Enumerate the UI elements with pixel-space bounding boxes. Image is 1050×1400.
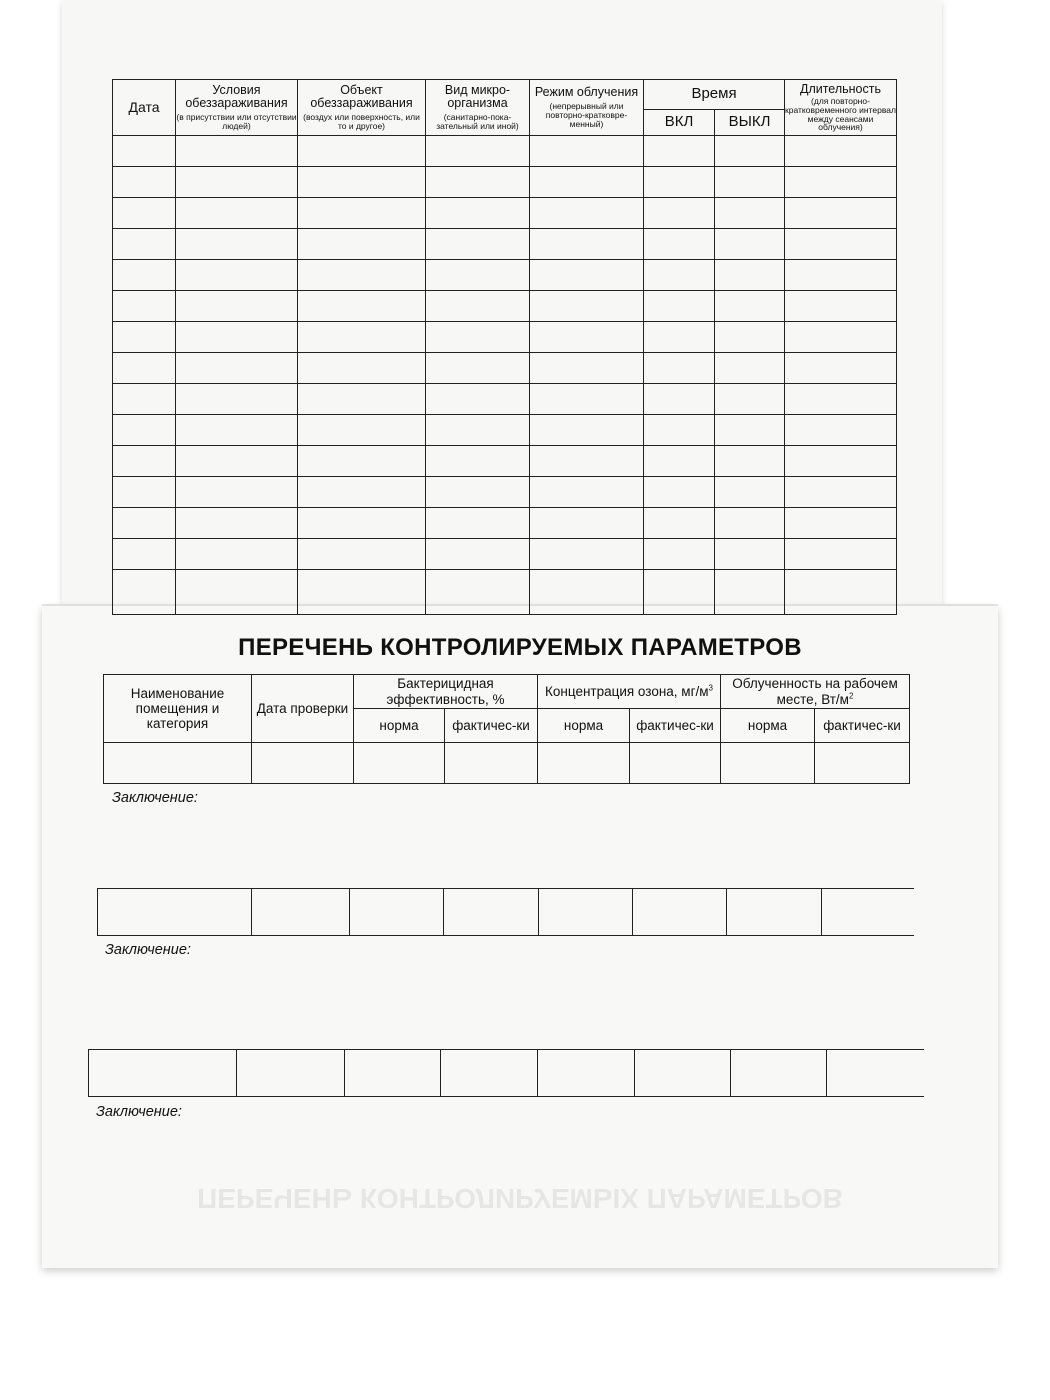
- cell[interactable]: [252, 743, 354, 784]
- header-bactericidal: Бактерицидная эффективность, %: [354, 675, 538, 709]
- cell[interactable]: [176, 508, 298, 539]
- header-ozone: Концентрация озона, $мг/м^3$: [538, 675, 721, 709]
- cell[interactable]: [634, 1050, 635, 1096]
- cell[interactable]: [426, 167, 530, 198]
- cell[interactable]: [426, 446, 530, 477]
- cell[interactable]: [785, 136, 897, 167]
- cell[interactable]: [176, 167, 298, 198]
- cell[interactable]: [176, 539, 298, 570]
- cell[interactable]: [426, 291, 530, 322]
- cell[interactable]: [785, 508, 897, 539]
- cell[interactable]: [298, 384, 426, 415]
- header-object: Объект обеззараживания (воздух или поверхность, или то и другое): [298, 80, 426, 136]
- table-row: [113, 167, 897, 198]
- header-date: Дата: [113, 80, 176, 136]
- cell[interactable]: [538, 889, 539, 935]
- table-row: [113, 198, 897, 229]
- cell[interactable]: [630, 743, 721, 784]
- cell[interactable]: [785, 229, 897, 260]
- cell[interactable]: [176, 198, 298, 229]
- cell[interactable]: [815, 743, 910, 784]
- cell[interactable]: [785, 353, 897, 384]
- cell[interactable]: [715, 291, 785, 322]
- cell[interactable]: [530, 229, 644, 260]
- cell[interactable]: [298, 322, 426, 353]
- cell[interactable]: [530, 539, 644, 570]
- cell[interactable]: [715, 353, 785, 384]
- table-row: [113, 291, 897, 322]
- table-row: [113, 446, 897, 477]
- cell[interactable]: [715, 477, 785, 508]
- cell[interactable]: [298, 260, 426, 291]
- header-actual: фактичес-ки: [445, 709, 538, 743]
- cell[interactable]: [113, 136, 176, 167]
- cell[interactable]: [176, 446, 298, 477]
- cell[interactable]: [715, 136, 785, 167]
- cell[interactable]: [715, 167, 785, 198]
- cell[interactable]: [298, 229, 426, 260]
- cell[interactable]: [715, 322, 785, 353]
- cell[interactable]: [821, 889, 822, 935]
- header-mode: Режим облучения (непрерывный или повторно-кратковре-менный): [530, 80, 644, 136]
- cell[interactable]: [730, 1050, 731, 1096]
- cell[interactable]: [113, 384, 176, 415]
- cell[interactable]: [176, 570, 298, 615]
- cell[interactable]: [715, 570, 785, 615]
- cell[interactable]: [785, 260, 897, 291]
- cell[interactable]: [785, 539, 897, 570]
- cell[interactable]: [176, 260, 298, 291]
- table-row: [113, 136, 897, 167]
- disinfection-journal-table: [112, 79, 897, 615]
- cell[interactable]: [715, 446, 785, 477]
- cell[interactable]: [113, 477, 176, 508]
- cell[interactable]: [440, 1050, 441, 1096]
- cell[interactable]: [530, 446, 644, 477]
- header-room: Наименование помещения и категория: [104, 675, 252, 743]
- cell[interactable]: [298, 539, 426, 570]
- header-actual: фактичес-ки: [815, 709, 910, 743]
- cell[interactable]: [298, 167, 426, 198]
- cell[interactable]: [715, 508, 785, 539]
- cell[interactable]: [354, 743, 445, 784]
- cell[interactable]: [530, 291, 644, 322]
- header-duration: Длительность (для повторно-кратковременного интервал между сеансами облучения): [785, 80, 897, 136]
- cell[interactable]: [644, 198, 715, 229]
- header-norm: норма: [538, 709, 630, 743]
- table-row: [113, 508, 897, 539]
- cell[interactable]: [530, 322, 644, 353]
- cell[interactable]: [715, 539, 785, 570]
- table-row: [113, 415, 897, 446]
- table-row: [113, 570, 897, 615]
- cell[interactable]: [113, 570, 176, 615]
- cell[interactable]: [113, 353, 176, 384]
- cell[interactable]: [426, 353, 530, 384]
- page-title: ПЕРЕЧЕНЬ КОНТРОЛИРУЕМЫХ ПАРАМЕТРОВ: [238, 634, 802, 661]
- cell[interactable]: [113, 229, 176, 260]
- cell[interactable]: [344, 1050, 345, 1096]
- header-irradiance: Облученность на рабочем месте, $Вт/м^2$: [721, 675, 910, 709]
- cell[interactable]: [298, 446, 426, 477]
- cell[interactable]: [785, 384, 897, 415]
- cell[interactable]: [113, 260, 176, 291]
- header-conditions: Условия обеззараживания (в присутствии или отсутствии людей): [176, 80, 298, 136]
- cell[interactable]: [644, 570, 715, 615]
- cell[interactable]: [426, 570, 530, 615]
- cell[interactable]: [298, 570, 426, 615]
- cell[interactable]: [632, 889, 633, 935]
- cell[interactable]: [530, 353, 644, 384]
- cell[interactable]: [785, 167, 897, 198]
- parameters-table: [103, 674, 910, 784]
- header-time: Время: [644, 80, 785, 110]
- cell[interactable]: [530, 415, 644, 446]
- cell[interactable]: [426, 508, 530, 539]
- cell[interactable]: [715, 198, 785, 229]
- header-actual: фактичес-ки: [630, 709, 721, 743]
- cell[interactable]: [530, 508, 644, 539]
- cell[interactable]: [113, 415, 176, 446]
- cell[interactable]: [644, 229, 715, 260]
- cell[interactable]: [530, 198, 644, 229]
- cell[interactable]: [88, 1050, 89, 1096]
- cell[interactable]: [426, 136, 530, 167]
- cell[interactable]: [644, 260, 715, 291]
- cell[interactable]: [530, 136, 644, 167]
- cell[interactable]: [530, 477, 644, 508]
- cell[interactable]: [176, 291, 298, 322]
- cell[interactable]: [530, 260, 644, 291]
- table-row: [113, 260, 897, 291]
- cell[interactable]: [644, 415, 715, 446]
- header-time-on: ВКЛ: [644, 110, 715, 136]
- cell[interactable]: [726, 889, 727, 935]
- cell[interactable]: [644, 291, 715, 322]
- data-row: [88, 1049, 924, 1097]
- cell[interactable]: [785, 446, 897, 477]
- show-through-watermark: ПЕРЕЧЕНЬ КОНТРОЛИРУЕМЫХ ПАРАМЕТРОВ: [197, 1183, 843, 1214]
- cell[interactable]: [426, 415, 530, 446]
- table-row: [113, 384, 897, 415]
- table-row: [113, 322, 897, 353]
- cell[interactable]: [530, 570, 644, 615]
- cell[interactable]: [176, 415, 298, 446]
- cell[interactable]: [785, 291, 897, 322]
- cell[interactable]: [715, 260, 785, 291]
- cell[interactable]: [298, 198, 426, 229]
- data-row: [97, 888, 914, 936]
- conclusion-label: Заключение:: [105, 942, 191, 958]
- cell[interactable]: [426, 198, 530, 229]
- cell[interactable]: [104, 743, 252, 784]
- cell[interactable]: [644, 167, 715, 198]
- cell[interactable]: [644, 136, 715, 167]
- cell[interactable]: [426, 384, 530, 415]
- cell[interactable]: [97, 889, 98, 935]
- cell[interactable]: [176, 353, 298, 384]
- header-norm: норма: [354, 709, 445, 743]
- cell[interactable]: [644, 539, 715, 570]
- table-row: [113, 539, 897, 570]
- cell[interactable]: [644, 508, 715, 539]
- cell[interactable]: [176, 477, 298, 508]
- cell[interactable]: [176, 384, 298, 415]
- cell[interactable]: [298, 353, 426, 384]
- cell[interactable]: [715, 384, 785, 415]
- cell[interactable]: [176, 136, 298, 167]
- cell[interactable]: [785, 322, 897, 353]
- cell[interactable]: [715, 229, 785, 260]
- cell[interactable]: [113, 167, 176, 198]
- cell[interactable]: [298, 508, 426, 539]
- cell[interactable]: [644, 384, 715, 415]
- conclusion-label: Заключение:: [96, 1104, 182, 1120]
- cell[interactable]: [537, 1050, 538, 1096]
- cell[interactable]: [443, 889, 444, 935]
- cell[interactable]: [530, 384, 644, 415]
- header-microorganism: Вид микро-организма (санитарно-пока-зательный или иной): [426, 80, 530, 136]
- cell[interactable]: [538, 743, 630, 784]
- cell[interactable]: [236, 1050, 237, 1096]
- table-row: [104, 743, 910, 784]
- cell[interactable]: [715, 415, 785, 446]
- cell[interactable]: [113, 446, 176, 477]
- cell[interactable]: [530, 167, 644, 198]
- header-time-off: ВЫКЛ: [715, 110, 785, 136]
- cell[interactable]: [644, 353, 715, 384]
- cell[interactable]: [644, 322, 715, 353]
- cell[interactable]: [298, 415, 426, 446]
- cell[interactable]: [113, 322, 176, 353]
- cell[interactable]: [426, 260, 530, 291]
- cell[interactable]: [251, 889, 252, 935]
- cell[interactable]: [445, 743, 538, 784]
- table-row: [113, 229, 897, 260]
- conclusion-label: Заключение:: [112, 790, 198, 806]
- cell[interactable]: [721, 743, 815, 784]
- cell[interactable]: [176, 229, 298, 260]
- cell[interactable]: [785, 198, 897, 229]
- cell[interactable]: [113, 508, 176, 539]
- header-norm: норма: [721, 709, 815, 743]
- cell[interactable]: [298, 136, 426, 167]
- cell[interactable]: [426, 229, 530, 260]
- cell[interactable]: [349, 889, 350, 935]
- cell[interactable]: [785, 570, 897, 615]
- cell[interactable]: [298, 291, 426, 322]
- table-row: [113, 477, 897, 508]
- cell[interactable]: [113, 198, 176, 229]
- table-row: [113, 353, 897, 384]
- cell[interactable]: [785, 415, 897, 446]
- cell[interactable]: [826, 1050, 827, 1096]
- cell[interactable]: [644, 446, 715, 477]
- cell[interactable]: [426, 322, 530, 353]
- cell[interactable]: [113, 291, 176, 322]
- cell[interactable]: [298, 477, 426, 508]
- cell[interactable]: [113, 539, 176, 570]
- cell[interactable]: [176, 322, 298, 353]
- header-check-date: Дата проверки: [252, 675, 354, 743]
- cell[interactable]: [426, 539, 530, 570]
- journal-body: [113, 136, 897, 615]
- cell[interactable]: [426, 477, 530, 508]
- cell[interactable]: [644, 477, 715, 508]
- cell[interactable]: [785, 477, 897, 508]
